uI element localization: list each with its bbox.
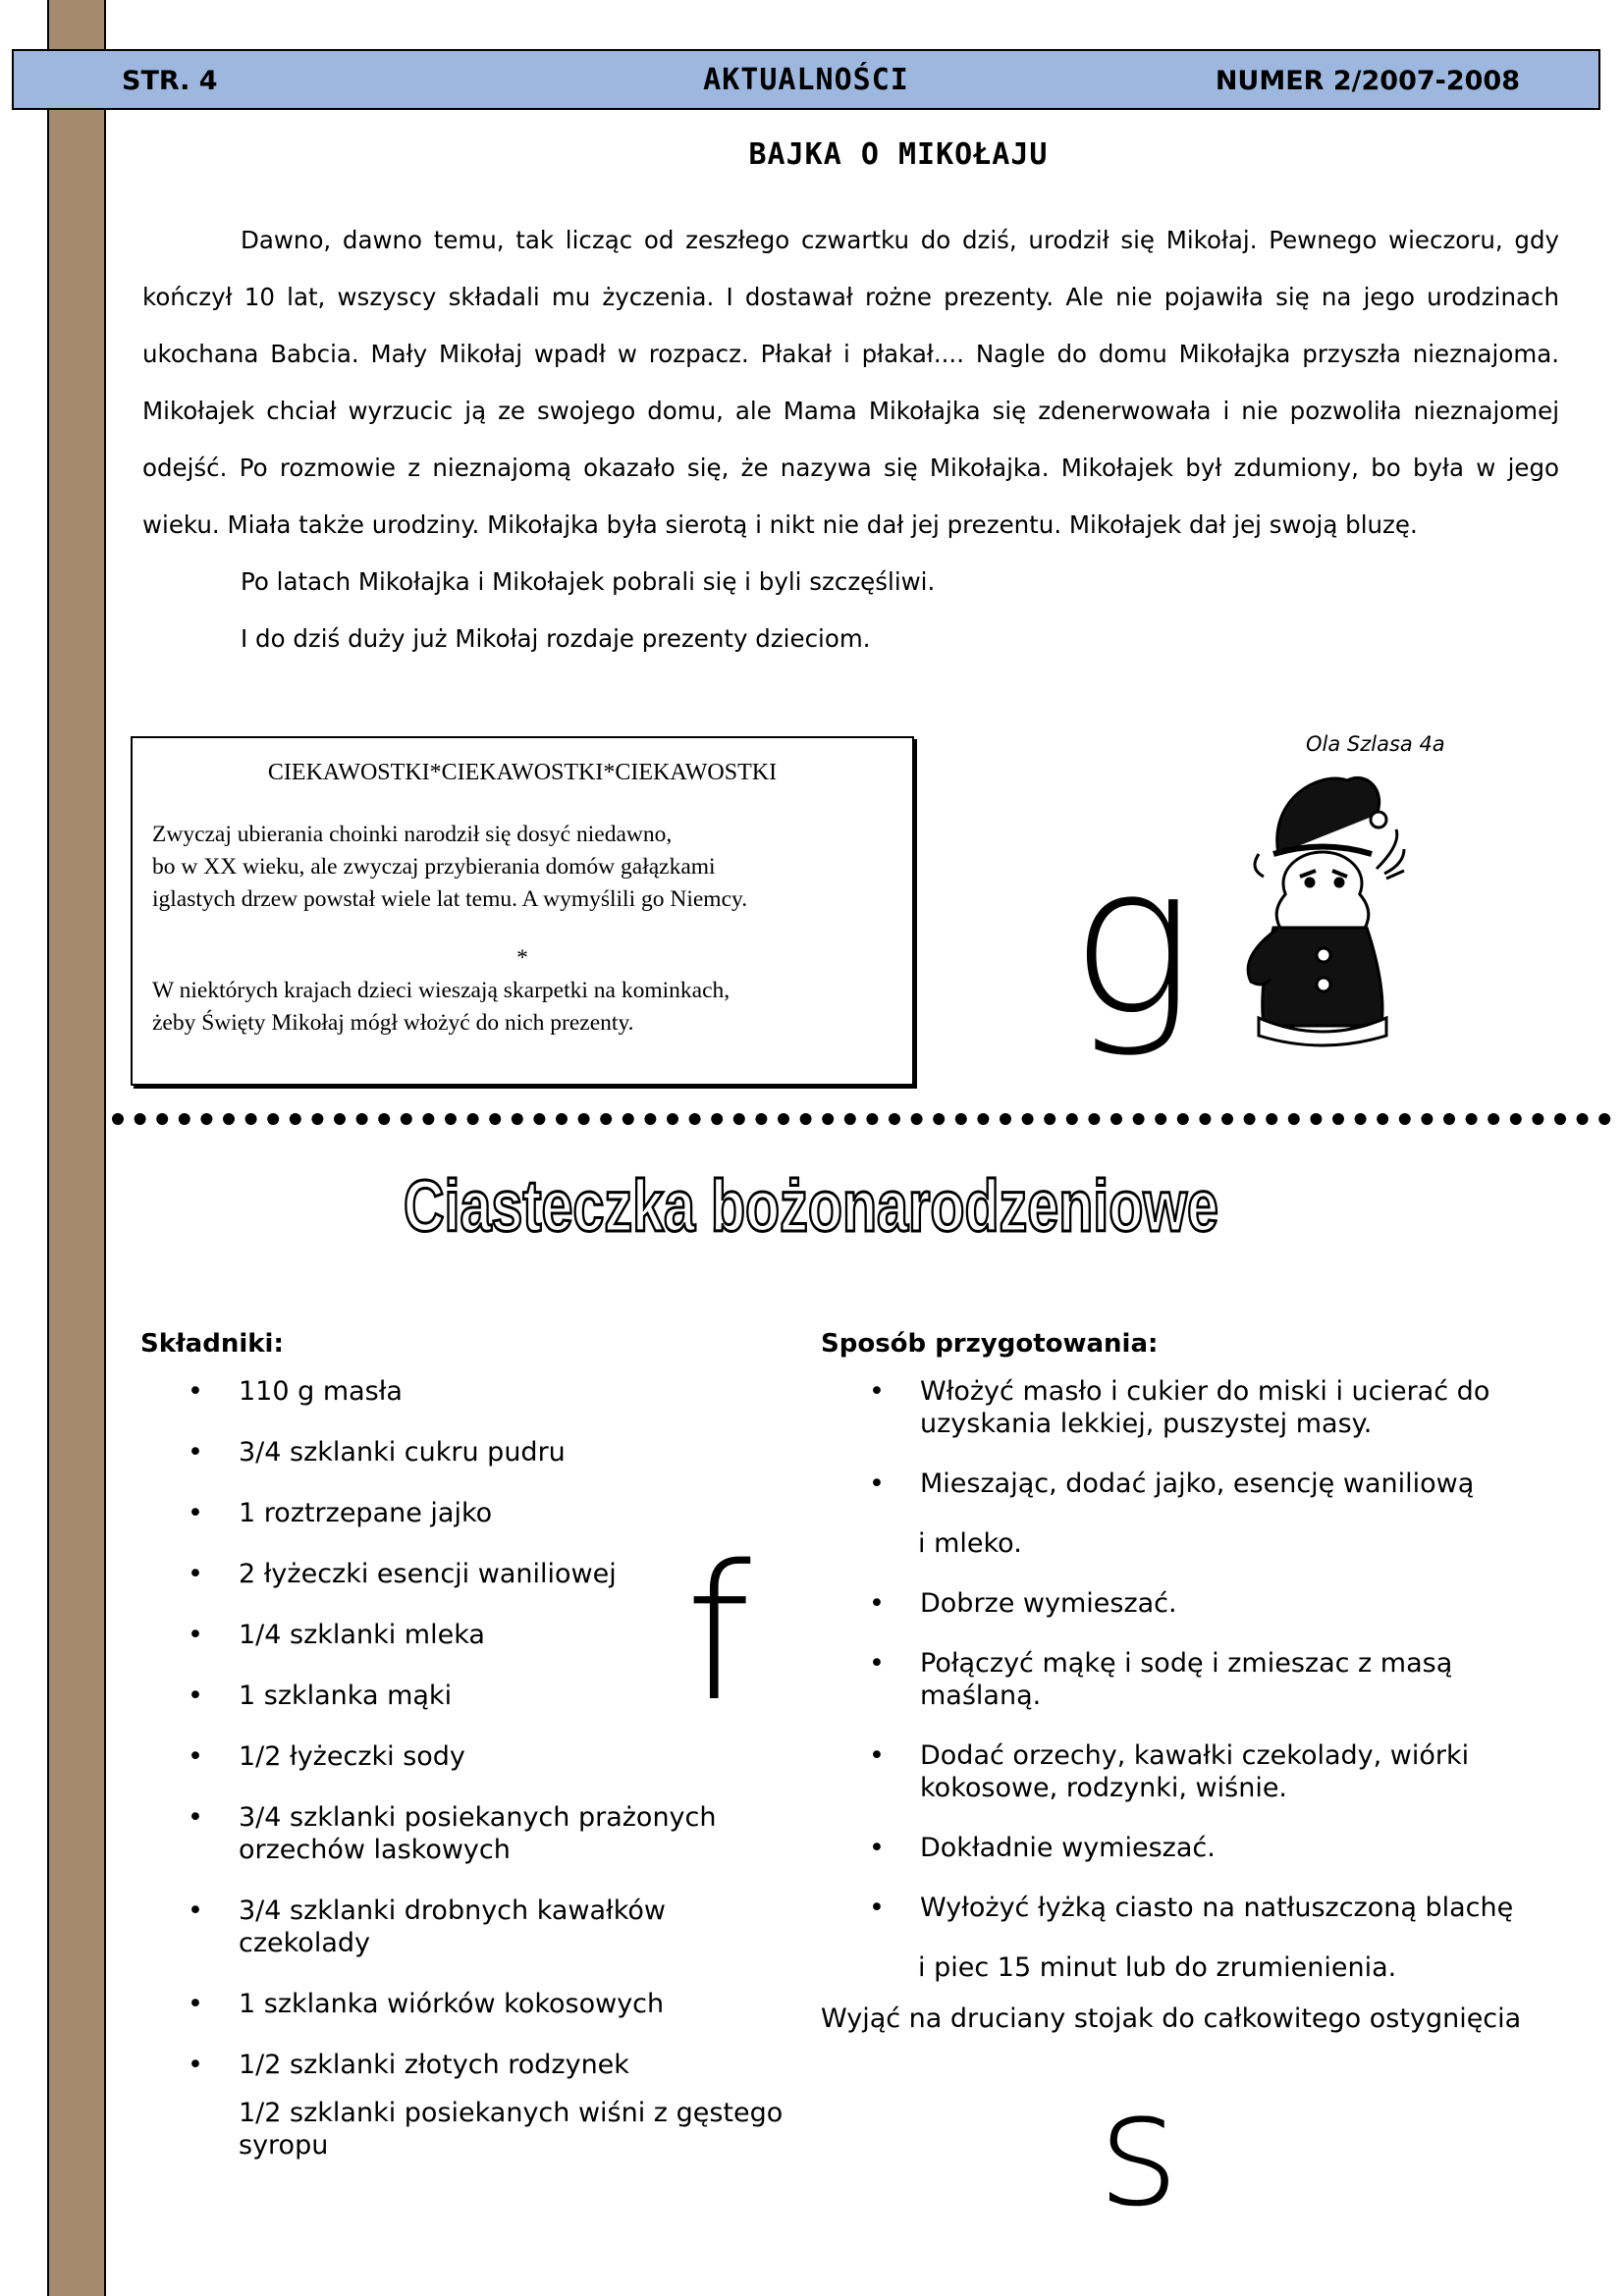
separator-dot: [689, 1113, 701, 1125]
ingredients-list: [239, 1375, 828, 2190]
separator-dot: [1466, 1113, 1478, 1125]
separator-dot: [1399, 1113, 1411, 1125]
separator-dot: [711, 1113, 723, 1125]
separator-dot: [311, 1113, 323, 1125]
decorative-letter-s: s: [1098, 2057, 1180, 2241]
issue-number: NUMER 2/2007-2008: [1215, 66, 1520, 96]
story-author: Ola Szlasa 4a: [1306, 732, 1445, 756]
list-item: • Wyłożyć łyżką ciasto na natłuszczoną blachę: [920, 1892, 1548, 1924]
list-item: • 1 roztrzepane jajko: [239, 1497, 828, 1529]
separator-dot: [911, 1113, 923, 1125]
separator-dot: [422, 1113, 434, 1125]
separator-dot: [179, 1113, 190, 1125]
list-item: • 110 g masła: [239, 1375, 828, 1408]
curiosity-line: Zwyczaj ubierania choinki narodził się dosyć niedawno,: [152, 822, 673, 847]
list-item: • Dobrze wymieszać.: [920, 1587, 1548, 1620]
separator-dot: [1110, 1113, 1122, 1125]
separator-dot: [1133, 1113, 1145, 1125]
decorative-letter-f: f: [685, 1525, 751, 1742]
separator-dot: [1244, 1113, 1256, 1125]
separator-dot: [1066, 1113, 1078, 1125]
separator-dot: [267, 1113, 279, 1125]
page-header: [12, 49, 1600, 110]
story-paragraph: I do dziś duży już Mikołaj rozdaje prezenty dzieciom.: [241, 624, 871, 653]
separator-dot: [1221, 1113, 1233, 1125]
curiosity-separator: *: [516, 945, 528, 971]
separator-dot: [1044, 1113, 1055, 1125]
separator-dot: [1022, 1113, 1034, 1125]
list-item: • 3/4 szklanki posiekanych prażonych orzechów laskowych: [239, 1801, 769, 1866]
separator-dot: [356, 1113, 368, 1125]
separator-dot: [622, 1113, 634, 1125]
svg-text:Ciasteczka bożonarodzeniowe: Ciasteczka bożonarodzeniowe: [404, 1165, 1218, 1247]
separator-dot: [1310, 1113, 1322, 1125]
list-item: • Dodać orzechy, kawałki czekolady, wiórki kokosowe, rodzynki, wiśnie.: [920, 1739, 1519, 1804]
curiosity-line: bo w XX wieku, ale zwyczaj przybierania domów gałązkami: [152, 854, 716, 880]
separator-dot: [778, 1113, 789, 1125]
list-item: • 1 szklanka mąki: [239, 1680, 828, 1712]
list-item: • 1 szklanka wiórków kokosowych: [239, 1988, 828, 2020]
list-item: • 3/4 szklanki cukru pudru: [239, 1436, 828, 1468]
separator-dot: [1155, 1113, 1166, 1125]
separator-dot: [1199, 1113, 1211, 1125]
list-item: • 1/2 łyżeczki sody: [239, 1740, 828, 1773]
curiosity-text: [152, 975, 730, 1040]
separator-dot: [1598, 1113, 1610, 1125]
separator-dot: [290, 1113, 301, 1125]
separator-dot: [1088, 1113, 1100, 1125]
separator-dot: [223, 1113, 235, 1125]
separator-dot: [245, 1113, 257, 1125]
separator-dot: [378, 1113, 390, 1125]
ingredients-heading: Składniki:: [140, 1329, 284, 1359]
separator-dot: [556, 1113, 568, 1125]
separator-dot: [1266, 1113, 1277, 1125]
separator-dot: [1377, 1113, 1388, 1125]
curiosity-line: iglastych drzew powstał wiele lat temu. A wymyślili go Niemcy.: [152, 886, 748, 912]
separator-dot: [600, 1113, 612, 1125]
curiosity-text: [152, 819, 747, 916]
separator-dot: [445, 1113, 457, 1125]
curiosities-title: CIEKAWOSTKI*CIEKAWOSTKI*CIEKAWOSTKI: [267, 760, 778, 785]
separator-dot: [977, 1113, 989, 1125]
separator-dot: [667, 1113, 678, 1125]
separator-dot: [1443, 1113, 1455, 1125]
final-instruction: Wyjąć na druciany stojak do całkowitego ostygnięcia: [821, 2003, 1522, 2034]
separator-dot: [578, 1113, 590, 1125]
separator-dot: [512, 1113, 523, 1125]
separator-dot: [1000, 1113, 1011, 1125]
santa-clipart-icon: [1239, 761, 1406, 1055]
separator-dot: [1288, 1113, 1300, 1125]
story-body: [142, 212, 1559, 667]
separator-dot: [800, 1113, 812, 1125]
list-item: • 3/4 szklanki drobnych kawałków czekolady: [239, 1895, 749, 1959]
story-title: BAJKA O MIKOŁAJU: [748, 137, 1049, 172]
separator-dot: [489, 1113, 501, 1125]
list-item: • 1/2 szklanki złotych rodzynek: [239, 2049, 828, 2081]
curiosity-line: żeby Święty Mikołaj mógł włożyć do nich prezenty.: [152, 1010, 634, 1036]
separator-dot: [156, 1113, 168, 1125]
separator-dot: [1554, 1113, 1566, 1125]
separator-dot: [1532, 1113, 1543, 1125]
curiosities-box: [131, 736, 914, 1086]
list-item: • Mieszając, dodać jajko, esencję waniliową: [920, 1468, 1548, 1500]
separator-dot: [755, 1113, 767, 1125]
recipe-title: [0, 1160, 1623, 1249]
decorative-letter-g: g: [1070, 821, 1195, 1061]
separator-dot: [1421, 1113, 1433, 1125]
page-number: STR. 4: [122, 66, 218, 96]
separator-dot: [1577, 1113, 1589, 1125]
separator-dot: [933, 1113, 945, 1125]
dotted-separator: [110, 1111, 1612, 1127]
separator-dot: [467, 1113, 479, 1125]
story-paragraph: Dawno, dawno temu, tak licząc od zeszłego czwartku do dziś, urodził się Mikołaj. Pewnego wieczoru, gdy kończył 10 lat, wszyscy składali mu życzenia. I dostawał rożne prezenty. Ale nie pojawiła się na jego urodzinach ukochana Babcia. Mały Mikołaj wpadł w rozpacz. Płakał i płakał.... Nagle do domu Mikołajka przyszła nieznajoma. Mikołajek chciał wyrzucic ją ze swojego domu, ale Mama Mikołajka się zdenerwowała i nie pozwoliła nieznajomej odejść. Po rozmowie z nieznajomą okazało się, że nazywa się Mikołajka. Mikołajek był zdumiony, bo była w jego wieku. Miała także urodziny. Mikołajka była sierotą i nikt nie dał jej prezentu. Mikołajek dał jej swoją bluzę.: [142, 226, 1559, 539]
separator-dot: [955, 1113, 967, 1125]
list-item-continuation: i mleko.: [918, 1528, 1022, 1559]
section-title: AKTUALNOŚCI: [703, 63, 909, 97]
separator-dot: [1355, 1113, 1367, 1125]
preparation-heading: Sposób przygotowania:: [821, 1329, 1159, 1359]
separator-dot: [889, 1113, 900, 1125]
separator-dot: [822, 1113, 834, 1125]
list-item-continuation: i piec 15 minut lub do zrumienienia.: [918, 1952, 1397, 1983]
side-bar: [47, 0, 106, 2296]
list-item: • Dokładnie wymieszać.: [920, 1832, 1548, 1864]
separator-dot: [200, 1113, 212, 1125]
separator-dot: [1488, 1113, 1499, 1125]
curiosity-line: W niektórych krajach dzieci wieszają skarpetki na kominkach,: [152, 978, 730, 1003]
separator-dot: [644, 1113, 656, 1125]
separator-dot: [112, 1113, 124, 1125]
separator-dot: [1177, 1113, 1189, 1125]
separator-dot: [1332, 1113, 1344, 1125]
preparation-steps-list: [920, 1375, 1548, 2011]
list-item: • 1/4 szklanki mleka: [239, 1619, 828, 1651]
list-item: • Połączyć mąkę i sodę i zmieszac z masą maślaną.: [920, 1647, 1529, 1712]
separator-dot: [866, 1113, 878, 1125]
separator-dot: [844, 1113, 856, 1125]
list-item: • Włożyć masło i cukier do miski i ucierać do uzyskania lekkiej, puszystej masy.: [920, 1375, 1539, 1440]
list-item: 1/2 szklanki posiekanych wiśni z gęstego syropu: [239, 2098, 784, 2161]
separator-dot: [401, 1113, 412, 1125]
separator-dot: [1510, 1113, 1522, 1125]
story-paragraph: Po latach Mikołajka i Mikołajek pobrali się i byli szczęśliwi.: [241, 567, 936, 596]
list-item: • 2 łyżeczki esencji waniliowej: [239, 1558, 828, 1590]
separator-dot: [733, 1113, 745, 1125]
separator-dot: [533, 1113, 545, 1125]
separator-dot: [334, 1113, 346, 1125]
separator-dot: [135, 1113, 146, 1125]
